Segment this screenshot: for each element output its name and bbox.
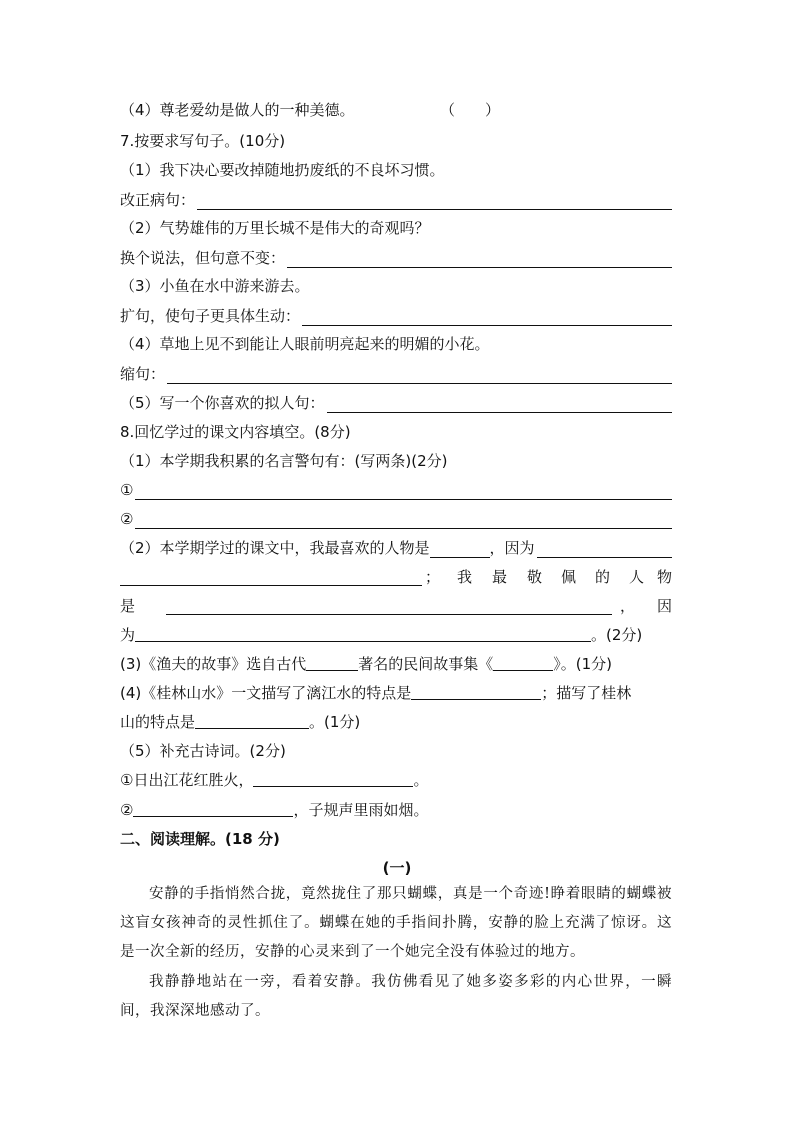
answer-line[interactable] [287, 252, 672, 268]
q8-part2-text-c6: 人 [629, 568, 645, 586]
q8-part4-text-a: (4)《桂林山水》一文描写了漓江水的特点是 [120, 684, 412, 702]
q7-sentence-3: （3）小鱼在水中游来游去。 [120, 277, 310, 295]
q8-part2-line1 [120, 538, 672, 558]
q8-part3 [120, 654, 612, 674]
answer-line[interactable] [327, 397, 672, 413]
q8-part2-text-c0: ； [425, 568, 441, 586]
q7-sentence-2: （2）气势雄伟的万里长城不是伟大的奇观吗？ [120, 219, 430, 237]
section2-title: 二、阅读理解。(18 分) [120, 830, 280, 848]
answer-blank[interactable] [135, 626, 591, 642]
q8-title: 8.回忆学过的课文内容填空。(8分) [120, 423, 351, 441]
answer-blank[interactable] [430, 542, 490, 558]
q7-answer-5 [120, 393, 672, 413]
q8-part4-line2 [120, 712, 360, 732]
q8-part4-line1 [120, 683, 631, 703]
answer-line[interactable] [135, 513, 672, 529]
q8-part2-text-c5: 的 [595, 568, 611, 586]
q8-part2-text-e2: 。(2分) [591, 626, 643, 644]
q8-part2-text-d2: ， [620, 597, 636, 615]
q7-answer-5-label: （5）写一个你喜欢的拟人句： [120, 394, 325, 412]
answer-line[interactable] [135, 484, 672, 500]
q8-part2-text-c7: 物 [657, 568, 673, 586]
q7-answer-4-label: 缩句： [120, 365, 166, 383]
answer-blank[interactable] [411, 684, 541, 700]
answer-blank[interactable] [120, 570, 422, 586]
q7-sentence-1: （1）我下决心要改掉随地扔废纸的不良坏习惯。 [120, 161, 445, 179]
q7-title: 7.按要求写句子。(10分) [120, 132, 286, 150]
q8-part4-text-c: 山的特点是 [120, 713, 196, 731]
q8-part2-text-c1: 我 [457, 568, 473, 586]
answer-blank[interactable] [493, 655, 553, 671]
q8-poem-2 [120, 800, 428, 820]
passage-number: (一) [382, 859, 412, 877]
answer-blank[interactable] [195, 713, 309, 729]
q7-answer-1 [120, 190, 672, 210]
answer-line[interactable] [302, 310, 672, 326]
q8-quote-2 [120, 509, 672, 529]
answer-blank[interactable] [253, 771, 413, 787]
q7-answer-1-label: 改正病句： [120, 191, 196, 209]
q7-answer-4 [120, 364, 672, 384]
q8-part3-text-a: (3)《渔夫的故事》选自古代 [120, 655, 307, 673]
passage-paragraph-1: 安静的手指悄然合拢，竟然拢住了那只蝴蝶，真是一个奇迹!睁着眼睛的蝴蝶被这盲女孩神奇的灵性抓住了。蝴蝶在她的手指间扑腾，安静的脸上充满了惊讶。这是一次全新的经历，安静的心灵来到了一个她完全没有体验过的地方。 [120, 886, 672, 960]
q8-poem-1-end: 。 [413, 771, 429, 789]
q8-part2-text-e1: 为 [120, 626, 136, 644]
q7-answer-2 [120, 248, 672, 268]
q8-poem-1 [120, 770, 428, 790]
answer-line[interactable] [537, 542, 672, 558]
q8-part2-text-a: （2）本学期学过的课文中，我最喜欢的人物是 [120, 539, 430, 557]
q8-part2-line4 [120, 625, 642, 645]
q8-part4-text-b: ；描写了桂林 [541, 684, 632, 702]
q8-poem-2-mark: ② [120, 801, 134, 819]
q8-part3-text-c: 》。(1分) [553, 655, 613, 673]
q7-sentence-4: （4）草地上见不到能让人眼前明亮起来的明媚的小花。 [120, 335, 490, 353]
q6-answer-paren: （ ） [440, 101, 501, 119]
q7-answer-3-label: 扩句，使句子更具体生动： [120, 307, 301, 325]
q8-poem-2-text: ，子规声里雨如烟。 [293, 801, 429, 819]
q8-part2-text-c3: 敬 [527, 568, 543, 586]
answer-line[interactable] [197, 194, 672, 210]
q8-part2-text-d3: 因 [657, 597, 673, 615]
q8-poem-1-text: ①日出江花红胜火， [120, 771, 254, 789]
q7-answer-2-label: 换个说法，但句意不变： [120, 249, 286, 267]
q8-part2-text-c2: 最 [492, 568, 508, 586]
circled-two: ② [120, 510, 134, 528]
q8-part2-text-c4: 佩 [561, 568, 577, 586]
circled-one: ① [120, 481, 134, 499]
answer-blank[interactable] [166, 599, 612, 615]
passage-paragraph-2: 我静静地站在一旁，看着安静。我仿佛看见了她多姿多彩的内心世界，一瞬间，我深深地感动了。 [120, 974, 672, 1019]
q8-part3-text-b: 著名的民间故事集《 [358, 655, 494, 673]
q8-part4-text-d: 。(1分) [309, 713, 361, 731]
q7-answer-3 [120, 306, 672, 326]
q8-part1: （1）本学期我积累的名言警句有：(写两条)(2分) [120, 452, 448, 470]
q8-part2-text-d1: 是 [120, 597, 136, 615]
q8-quote-1 [120, 480, 672, 500]
answer-blank[interactable] [306, 655, 358, 671]
q6-item4 [120, 100, 501, 120]
q8-part2-text-b: ，因为 [489, 539, 535, 557]
answer-blank[interactable] [133, 801, 293, 817]
answer-line[interactable] [167, 368, 672, 384]
q6-item4-text: （4）尊老爱幼是做人的一种美德。 [120, 101, 355, 119]
q8-part5: （5）补充古诗词。(2分) [120, 742, 286, 760]
